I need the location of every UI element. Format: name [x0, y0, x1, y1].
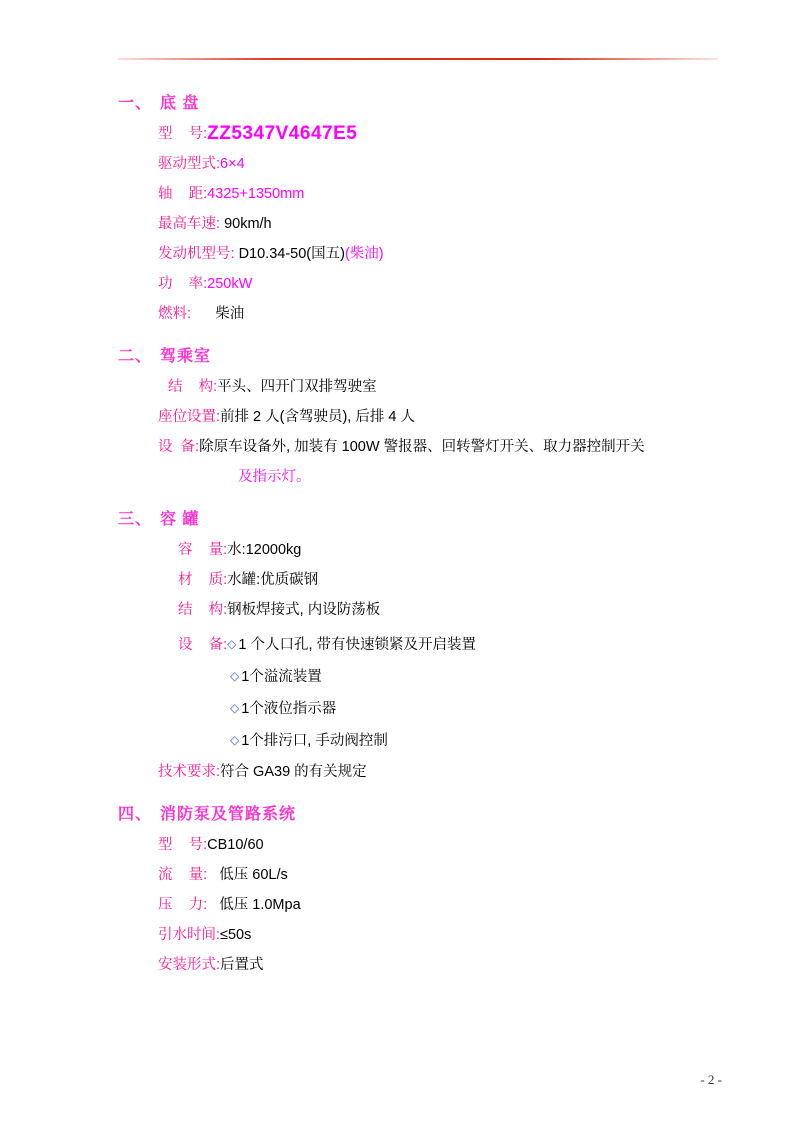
spec-label: 轴 距:: [158, 186, 208, 202]
section-title: 消防泵及管路系统: [160, 806, 297, 823]
tech-requirement-label: 技术要求:: [158, 764, 221, 780]
spec-label: 座位设置:: [158, 409, 221, 425]
spec-row: [0, 239, 800, 269]
spec-value: 前排 2 人(含驾驶员), 后排 4 人: [220, 409, 415, 425]
spec-value: 90km/h: [220, 216, 272, 232]
spec-label: 最高车速:: [158, 216, 221, 232]
equipment-item: 1 个人口孔, 带有快速锁紧及开启装置: [238, 637, 477, 653]
spec-row: [0, 950, 800, 980]
spec-value: 后置式: [220, 957, 264, 973]
spec-label: 设 备:: [158, 439, 200, 455]
spec-value-continuation: 及指示灯。: [238, 469, 311, 485]
spec-row: [0, 595, 800, 625]
spec-value: 除原车设备外, 加装有 100W 警报器、回转警灯开关、取力器控制开关: [199, 439, 645, 455]
section-pump: [0, 801, 800, 980]
spec-value: 250kW: [207, 276, 253, 292]
section-title: 驾乘室: [160, 348, 212, 365]
spec-value: ≤50s: [220, 927, 252, 943]
equipment-item: 1个溢流装置: [241, 669, 322, 685]
spec-row: [0, 179, 800, 209]
equipment-row: [0, 661, 800, 693]
section-tank: [0, 506, 800, 787]
equipment-row: [0, 693, 800, 725]
equipment-item: 1个液位指示器: [241, 701, 337, 717]
spec-row: [0, 269, 800, 299]
spec-value: 低压 60L/s: [207, 867, 288, 883]
spec-label: 发动机型号:: [158, 246, 235, 262]
section-number: 一、: [118, 95, 153, 112]
spec-value: D10.34-50(国五): [234, 246, 345, 262]
equipment-row: [0, 725, 800, 757]
spec-row: [0, 565, 800, 595]
spec-row: [0, 432, 800, 462]
section-heading: [0, 801, 800, 824]
spec-row: [0, 890, 800, 920]
spec-value: 水:12000kg: [227, 542, 302, 558]
equipment-label: 设 备:: [178, 637, 228, 653]
spec-value-suffix: (柴油): [344, 246, 384, 262]
spec-label: 结 构:: [178, 602, 228, 618]
spec-value: 水罐:优质碳钢: [227, 572, 319, 588]
diamond-bullet-icon: ◇: [227, 637, 237, 651]
section-title: 底 盘: [160, 95, 200, 112]
spec-value: ZZ5347V4647E5: [207, 123, 358, 144]
spec-label: 型 号:: [158, 837, 208, 853]
section-chassis: [0, 90, 800, 329]
tech-requirement-value: 符合 GA39 的有关规定: [220, 764, 367, 780]
section-heading: [0, 90, 800, 113]
spec-value: 6×4: [220, 156, 245, 172]
spec-value: 钢板焊接式, 内设防荡板: [227, 602, 381, 618]
section-number: 四、: [118, 806, 153, 823]
spec-label: 流 量:: [158, 867, 208, 883]
spec-row: [0, 920, 800, 950]
spec-label: 燃料:: [158, 306, 192, 322]
spec-row: [0, 299, 800, 329]
spec-label: 容 量:: [178, 542, 228, 558]
tech-requirement-row: [0, 757, 800, 787]
spec-row: [0, 372, 800, 402]
spec-label: 结 构:: [168, 379, 218, 395]
spec-label: 型 号:: [158, 126, 208, 142]
equipment-row: [0, 629, 800, 661]
spec-value: 平头、四开门双排驾驶室: [217, 379, 377, 395]
header-rule: [118, 58, 718, 60]
spec-row: [0, 830, 800, 860]
spec-value: CB10/60: [207, 837, 264, 853]
equipment-item: 1个排污口, 手动阀控制: [241, 733, 388, 749]
spec-row: [0, 860, 800, 890]
diamond-bullet-icon: ◇: [230, 701, 240, 715]
spec-label: 功 率:: [158, 276, 208, 292]
spec-label: 驱动型式:: [158, 156, 221, 172]
spec-label: 压 力:: [158, 897, 208, 913]
spec-label: 材 质:: [178, 572, 228, 588]
spec-value: 柴油: [191, 306, 245, 322]
spec-value: 4325+1350mm: [207, 186, 305, 202]
spec-row: [0, 149, 800, 179]
diamond-bullet-icon: ◇: [230, 669, 240, 683]
spec-value: 低压 1.0Mpa: [207, 897, 301, 913]
spec-row: [0, 119, 800, 149]
spec-row: [0, 402, 800, 432]
section-number: 三、: [118, 511, 153, 528]
section-heading: [0, 343, 800, 366]
section-heading: [0, 506, 800, 529]
spec-label: 引水时间:: [158, 927, 221, 943]
section-cab: [0, 343, 800, 492]
section-title: 容 罐: [160, 511, 200, 528]
spec-row: [0, 209, 800, 239]
spec-label: 安装形式:: [158, 957, 221, 973]
diamond-bullet-icon: ◇: [230, 733, 240, 747]
spec-row: [0, 535, 800, 565]
page-number: - 2 -: [700, 1072, 722, 1087]
section-number: 二、: [118, 348, 153, 365]
document-content: [0, 76, 800, 982]
